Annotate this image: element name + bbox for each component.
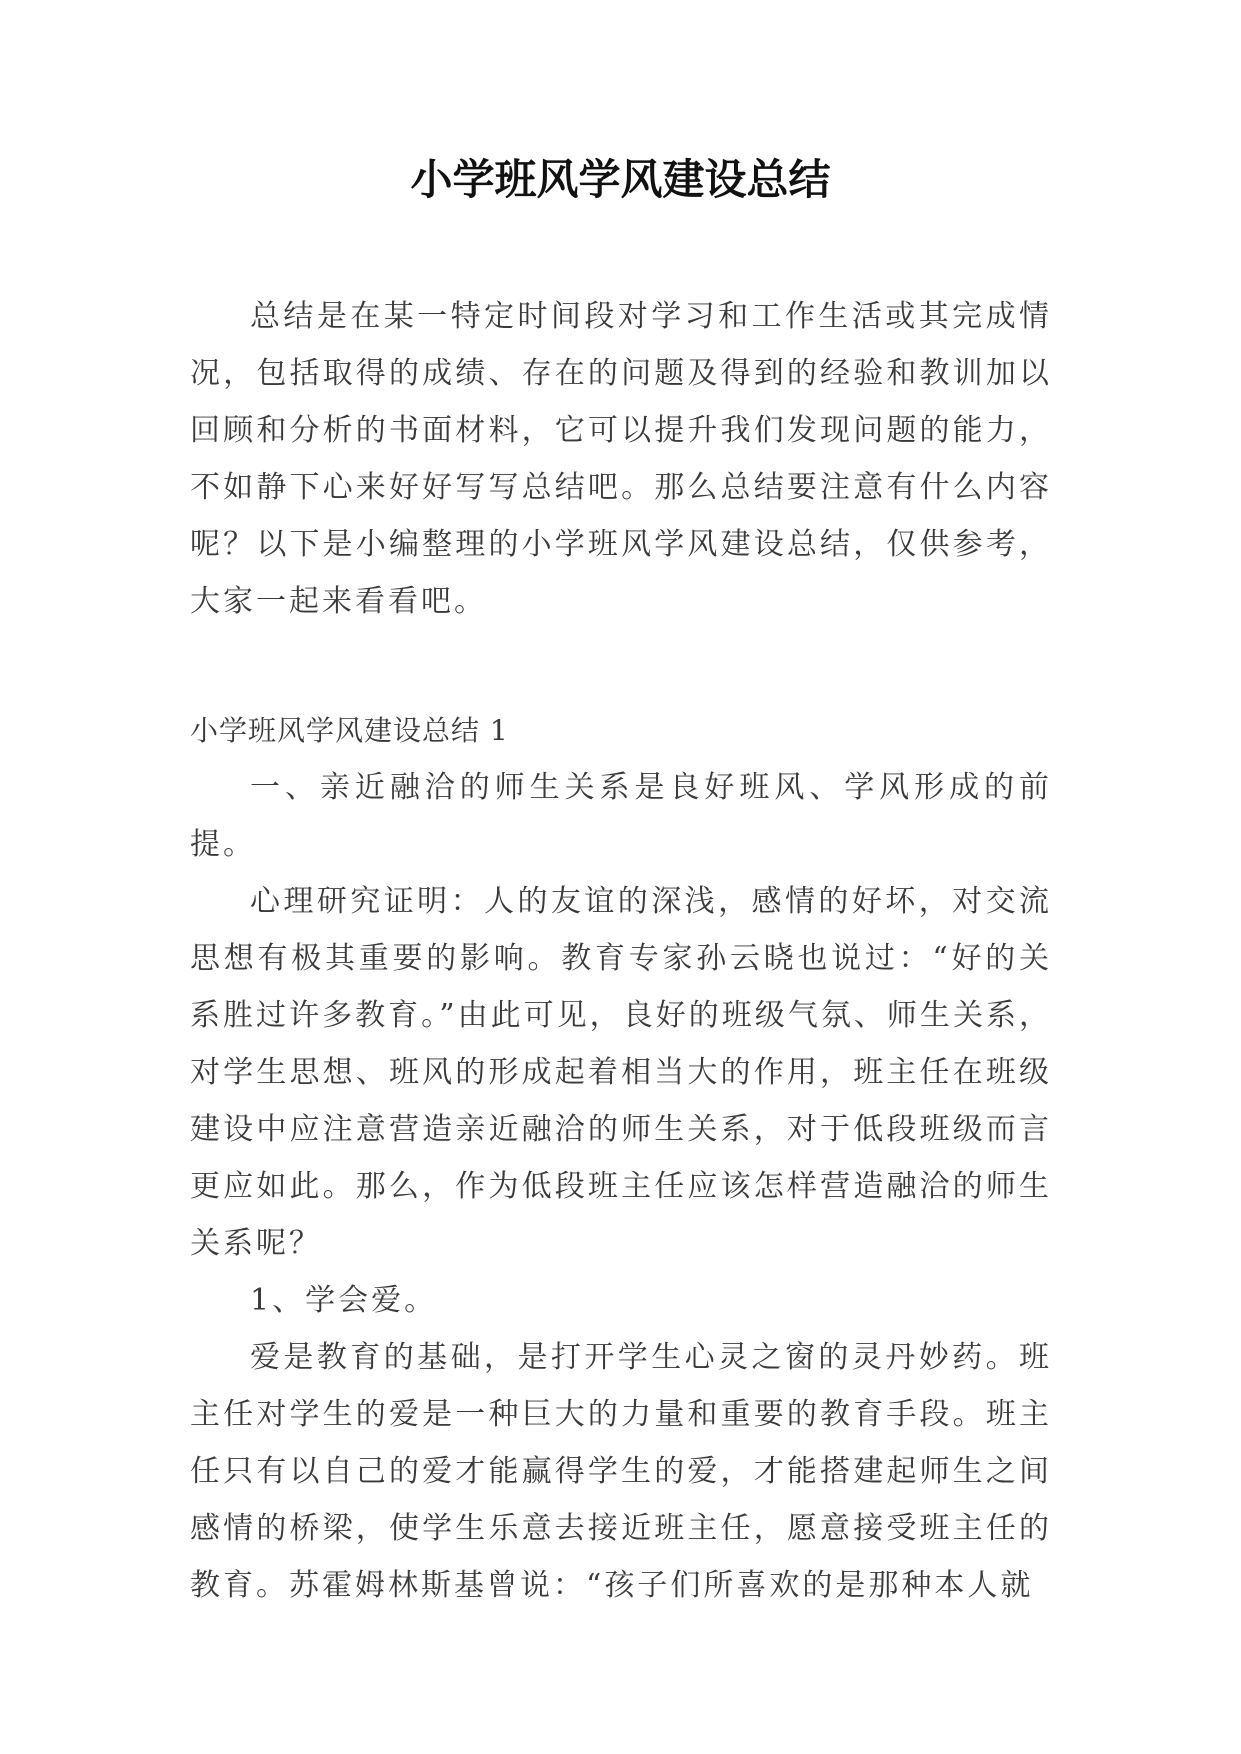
intro-paragraph: 总结是在某一特定时间段对学习和工作生活或其完成情况，包括取得的成绩、存在的问题及得到的经验和教训加以回顾和分析的书面材料，它可以提升我们发现问题的能力，不如静下心来好好写写总结吧。那么总结要注意有什么内容呢？以下是小编整理的小学班风学风建设总结，仅供参考，大家一起来看看吧。 (190, 299, 1052, 619)
body-paragraph: 1、学会爱。 (250, 1283, 438, 1318)
document-body (190, 288, 1052, 1614)
body-paragraph: 心理研究证明：人的友谊的深浅，感情的好坏，对交流思想有极其重要的影响。教育专家孙云晓也说过：“好的关系胜过许多教育。”由此可见，良好的班级气氛、师生关系，对学生思想、班风的形成起着相当大的作用，班主任在班级建设中应注意营造亲近融洽的师生关系，对于低段班级而言更应如此。那么，作为低段班主任应该怎样营造融洽的师生关系呢？ (190, 884, 1052, 1261)
body-paragraph: 爱是教育的基础，是打开学生心灵之窗的灵丹妙药。班主任对学生的爱是一种巨大的力量和重要的教育手段。班主任只有以自己的爱才能赢得学生的爱，才能搭建起师生之间感情的桥梁，使学生乐意去接近班主任，愿意接受班主任的教育。苏霍姆林斯基曾说：“孩子们所喜欢的是那种本人就 (190, 1340, 1052, 1603)
body-paragraph: 一、亲近融洽的师生关系是良好班风、学风形成的前提。 (190, 770, 1052, 862)
document-title: 小学班风学风建设总结 (410, 155, 831, 204)
section-heading: 小学班风学风建设总结 1 (190, 714, 509, 747)
